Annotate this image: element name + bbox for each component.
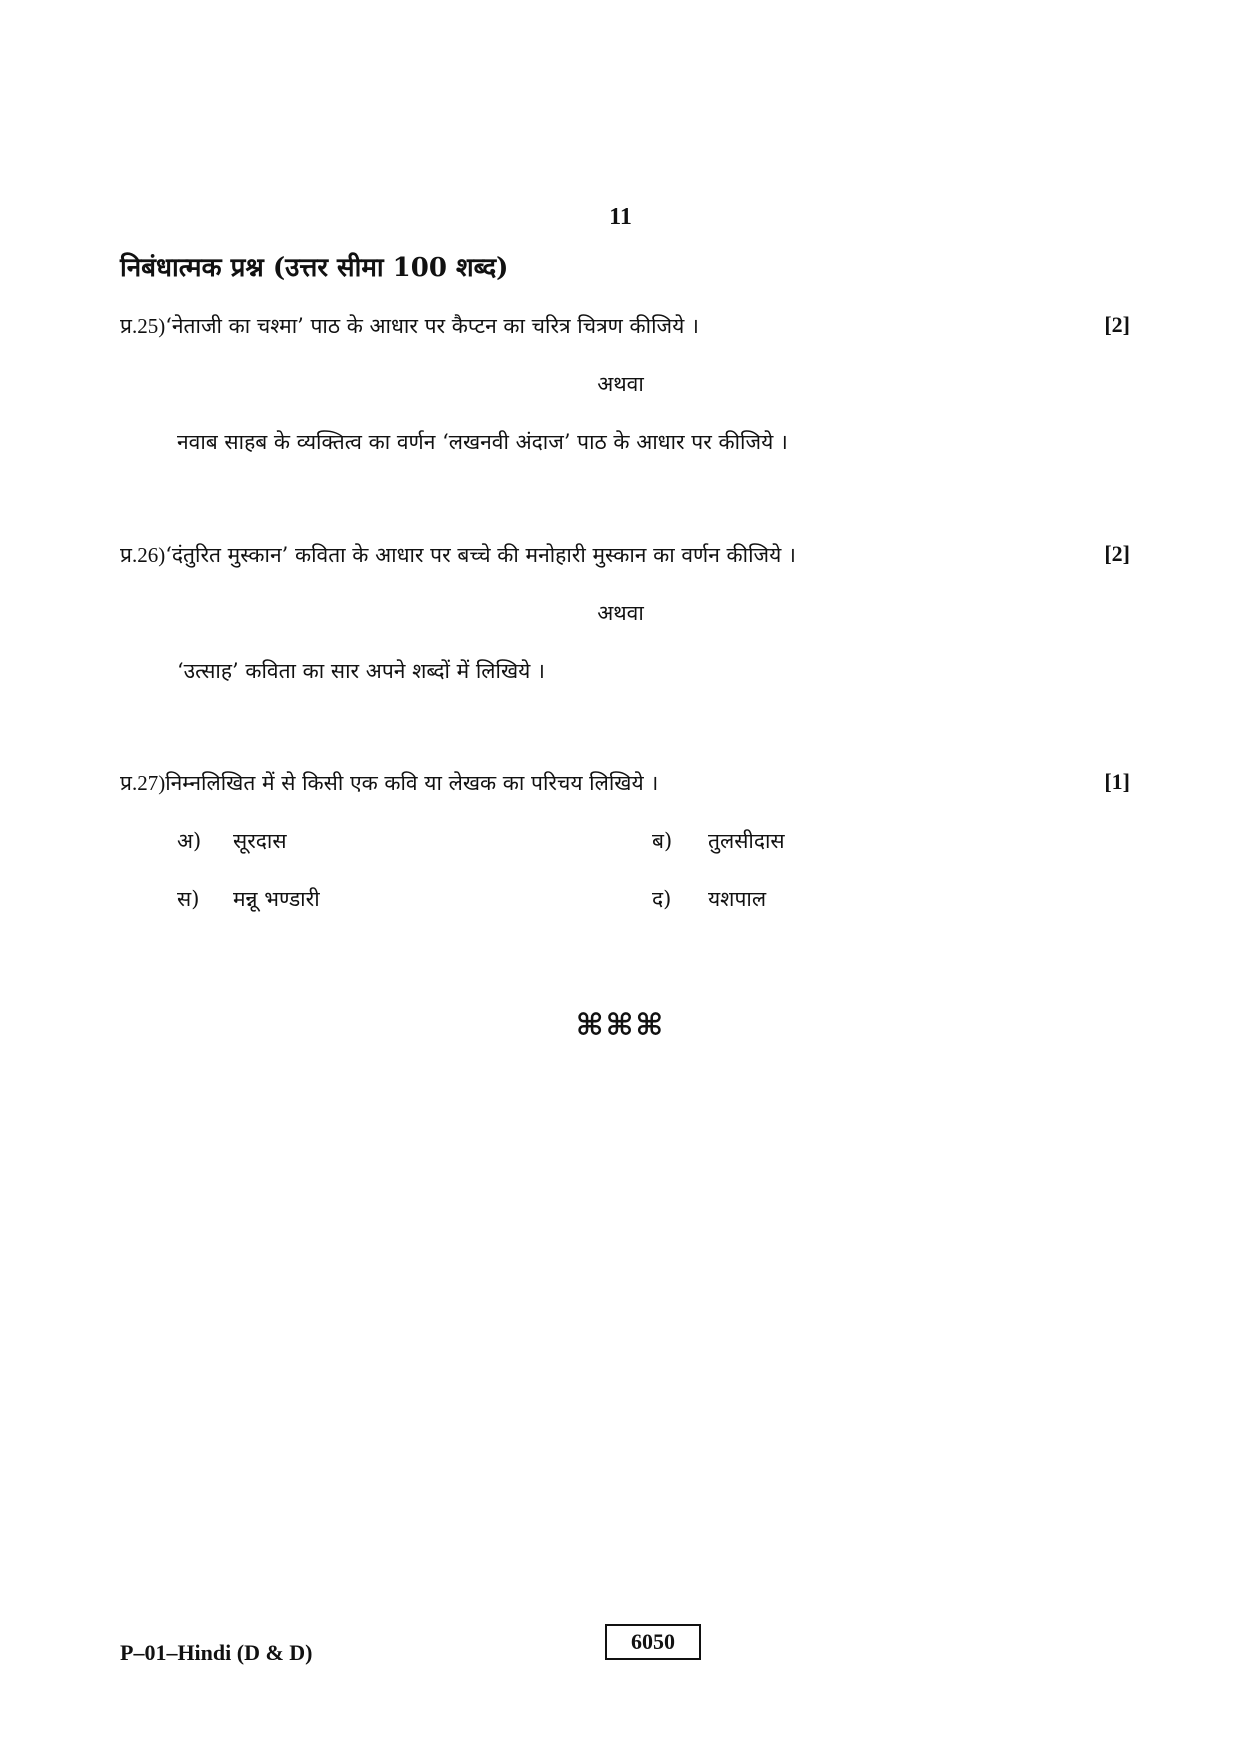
option-text: मन्नू भण्डारी	[233, 887, 320, 911]
question-27	[120, 769, 1130, 797]
question-text: ‘दंतुरित मुस्कान’ कविता के आधार पर बच्चे की मनोहारी मुस्कान का वर्णन कीजिये ।	[165, 543, 796, 567]
question-text: निम्नलिखित में से किसी एक कवि या लेखक का परिचय लिखिये ।	[165, 771, 659, 795]
question-number: प्र.25)	[120, 314, 166, 338]
option-label: स)	[177, 887, 200, 911]
option-text: तुलसीदास	[708, 829, 785, 853]
question-26	[120, 541, 1130, 569]
question-marks: [2]	[1104, 541, 1130, 566]
paper-code: P–01–Hindi (D & D)	[120, 1640, 313, 1665]
question-number: प्र.26)	[120, 543, 166, 567]
option-c	[177, 885, 320, 913]
question-marks: [2]	[1104, 312, 1130, 337]
option-d	[652, 885, 766, 913]
end-of-paper-mark: ⌘⌘⌘	[575, 1008, 666, 1043]
section-heading: निबंधात्मक प्रश्न (उत्तर सीमा 100 शब्द)	[120, 253, 509, 283]
alternative-question: ‘उत्साह’ कविता का सार अपने शब्दों में लिखिये ।	[177, 659, 545, 683]
option-label: द)	[652, 887, 672, 911]
question-25	[120, 312, 1130, 340]
option-a	[177, 827, 287, 855]
option-text: यशपाल	[708, 887, 767, 911]
question-number: प्र.27)	[120, 771, 166, 795]
question-marks: [1]	[1104, 769, 1130, 794]
alternative-question: नवाब साहब के व्यक्तित्व का वर्णन ‘लखनवी अंदाज’ पाठ के आधार पर कीजिये ।	[177, 430, 788, 454]
question-text: ‘नेताजी का चश्मा’ पाठ के आधार पर कैप्टन का चरित्र चित्रण कीजिये ।	[165, 314, 699, 338]
paper-number-box: 6050	[605, 1624, 701, 1660]
option-b	[652, 827, 785, 855]
option-label: अ)	[177, 829, 202, 853]
page-number: 11	[609, 204, 632, 230]
or-label: अथवा	[597, 372, 644, 396]
option-label: ब)	[652, 829, 673, 853]
option-text: सूरदास	[233, 829, 287, 853]
or-label: अथवा	[597, 601, 644, 625]
